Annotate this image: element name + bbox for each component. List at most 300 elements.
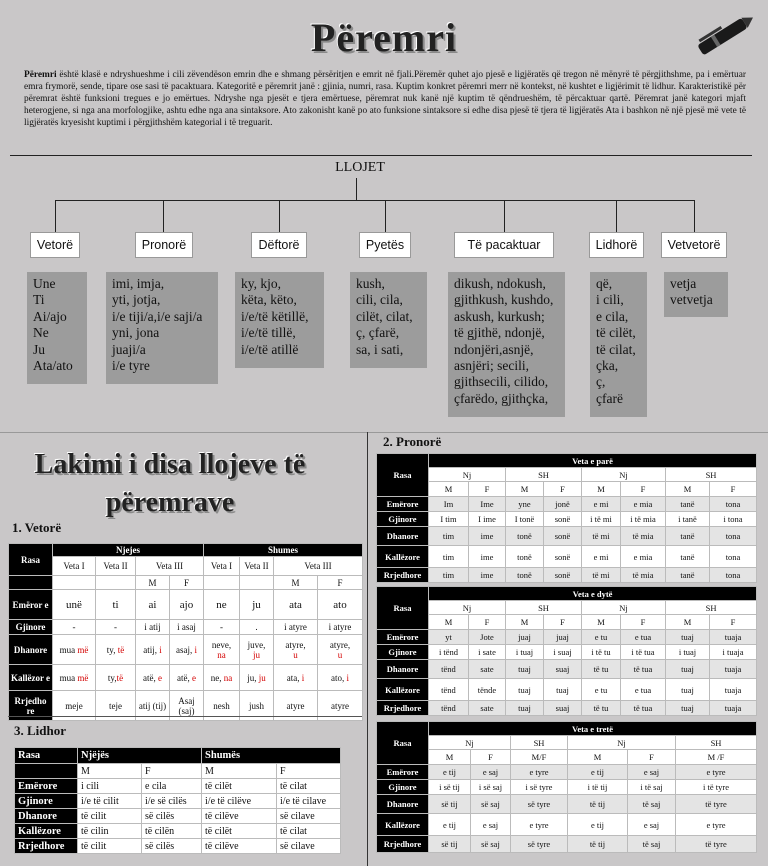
table-cell: tona [710,497,757,512]
gender-header: F [621,615,666,630]
category-vetvetore: Vetvetorë [661,232,727,258]
category-pyetes: Pyetës [359,232,411,258]
llojet-heading: LLOJET [335,160,385,175]
table-cell: atë, e [170,665,204,691]
veta-header: Veta II [96,557,136,576]
table-cell: i atyre [318,620,363,635]
njejes-header: Njejes [53,544,204,557]
case-label: Rrjedhore [377,836,429,853]
gender-header: F [469,615,506,630]
example-item: Ne [33,325,49,341]
table-cell: atij, i [136,635,170,665]
table-cell: Asaj (saj) [170,691,204,721]
case-label: Rrjedhore [377,568,429,583]
gender-header: M [506,482,544,497]
tree-line [356,178,357,200]
table-cell: I tonë [506,512,544,527]
veta-heading: Veta e dytë [429,587,757,601]
case-label: Gjinore [377,780,429,795]
table-cell: i tona [710,512,757,527]
example-item: sa, i sati, [356,341,404,357]
vetore-table [8,543,363,721]
table-cell: së cilës [142,839,202,854]
veta-header: Veta II [240,557,274,576]
group-header: SH [506,468,582,482]
table-cell: e tu [582,630,621,645]
example-item: i/e/të këtillë, [241,308,309,324]
table-cell: i tuaj [506,645,544,660]
table-cell: të mi [582,527,621,546]
njejes-header: Njëjës [78,748,202,764]
example-item: yni, jona [112,325,160,341]
table-cell: të tyre [676,795,757,814]
example-item: vetvetja [670,292,713,308]
table-cell: e mi [582,546,621,568]
table-cell: tanë [666,497,710,512]
example-item: që, [596,276,613,291]
table-cell: i së tij [429,780,471,795]
table-cell: të saj [628,836,676,853]
gender-header: M [136,576,170,590]
case-label: Emërore [15,779,78,794]
table-cell: sonë [544,527,582,546]
table-cell: i tuaja [710,645,757,660]
example-item: i/e tyre [112,358,150,374]
blank-cell [9,576,53,590]
example-item: ç, çfarë, [356,325,400,341]
gender-header: M [429,615,469,630]
table-cell: të mi [582,568,621,583]
category-deftore: Dëftorë [251,232,307,258]
table-cell: sonë [544,568,582,583]
gender-header: M [568,750,628,765]
table-cell: i/e të cilave [277,794,341,809]
table-cell: të cilëve [202,839,277,854]
table-cell: ti [96,590,136,620]
case-label: Emërore [377,630,429,645]
table-cell: e cila [142,779,202,794]
case-label: Dhanore [377,527,429,546]
table-cell: juaj [544,630,582,645]
table-cell: e mia [621,497,666,512]
group-header: Nj [429,468,506,482]
case-label: Dhanore [9,635,53,665]
table-cell: tuaj [666,630,710,645]
section-vetore: 1. Vetorë [12,520,62,535]
table-cell: i tanë [666,512,710,527]
column-divider [367,432,368,866]
table-cell: tuaj [506,701,544,716]
table-cell: I ime [469,512,506,527]
intro-body: është klasë e ndryshueshme i cili zëvendëson emrin dhe e shmang përsëritjen e emrit në fjali.Përemër quhet ajo pjesë e ligjëratës që tregon në mënyrë të përgjithshme, pa i emërtuar emra frymorë, sende, tipare ose sasi të pacaktuara. Kategoritë e përemrit janë : gjinia, numri, rasa. Kuptim konkret përemri merr në kontekst, në kushtet e ligjërimit të lidhur. Karakteristikë për përemrat është funksioni tregues e jo emërtues. Ndryshe nga pjesët e tjera emërtuese, përemrat nuk kanë një kuptim të qëndrueshëm, të përcaktuar qartë. Përemrat janë kategori mjaft heterogjene, si nga ana morfologjike, ashtu edhe nga ana sintaksore. Ato zakonisht kanë po ato funksione sintaksore si edhe disa pjesë të tjera të ligjëratës Ata i bashkon në një pjesë më vete të ligjëratës kryesisht kuptimi i përgjithshëm kategorial i të treguarit. [24,70,746,129]
table-cell: ime [469,568,506,583]
rasa-header: Rasa [15,748,78,764]
table-cell: - [96,620,136,635]
gender-header: M [78,764,142,779]
table-cell: së tyre [511,795,568,814]
rasa-header: Rasa [377,587,429,630]
case-label: Kallëzore [377,814,429,836]
gender-header: M [429,482,469,497]
table-cell: i/e të cilit [78,794,142,809]
case-label: Emërore [377,497,429,512]
table-cell: të tu [582,660,621,679]
group-header: Nj [429,736,511,750]
table-cell: sate [469,701,506,716]
examples-pronore [106,272,218,384]
table-cell: të tij [568,795,628,814]
tree-line [55,200,56,232]
tree-line [55,200,694,201]
gender-header: F [628,750,676,765]
gender-header: F [277,764,341,779]
case-label: Kallëzore [377,546,429,568]
gender-header: F [710,615,757,630]
example-item: imi, imja, [112,276,165,291]
case-label: Dhanore [377,795,429,814]
gender-header: F [142,764,202,779]
table-cell: ty,të [96,665,136,691]
veta-heading: Veta e parë [429,454,757,468]
example-item: i cili, [596,292,624,308]
table-cell: i/e së cilës [142,794,202,809]
pronore-table-veta1 [376,453,757,583]
example-item: Ti [33,292,45,308]
case-label: Kallëzore [15,824,78,839]
table-cell: të cilëve [202,809,277,824]
table-cell: të tua [621,660,666,679]
table-cell: tuaja [710,701,757,716]
example-item: yti, jotja, [112,292,161,308]
table-cell: i të mi [582,512,621,527]
veta-header: Veta III [136,557,204,576]
table-cell: tonë [506,527,544,546]
table-cell: i së saj [471,780,511,795]
example-item: çfarëdo, gjithçka, [454,390,549,406]
blank-cell [240,576,274,590]
table-cell: të cilët [202,824,277,839]
table-cell: e tyre [676,814,757,836]
table-cell: ime [469,546,506,568]
table-cell: nesh [204,691,240,721]
table-cell: - [204,620,240,635]
gender-header: M /F [676,750,757,765]
table-cell: atë, e [136,665,170,691]
pronore-table-veta2 [376,586,757,716]
group-header: Nj [568,736,676,750]
table-cell: tanë [666,527,710,546]
table-cell: e mia [621,546,666,568]
example-item: i/e/të atillë [241,341,299,357]
table-cell: asaj, i [170,635,204,665]
gender-header: M [274,576,318,590]
veta-header: Veta III [274,557,363,576]
table-cell: të tyre [676,836,757,853]
example-item: vetja [670,276,697,291]
table-cell: e mi [582,497,621,512]
veta-header: Veta I [204,557,240,576]
table-cell: i të mia [621,512,666,527]
group-header: Nj [582,468,666,482]
gender-header: M [506,615,544,630]
table-cell: tona [710,568,757,583]
table-cell: tim [429,527,469,546]
case-label: Rrjedhore [377,701,429,716]
table-cell: I tim [429,512,469,527]
intro-paragraph [24,69,746,129]
table-cell: teje [96,691,136,721]
rasa-header: Rasa [377,454,429,497]
table-cell: të cilit [78,809,142,824]
examples-lidhore [590,272,647,417]
shumes-header: Shumës [202,748,341,764]
section-divider [0,432,768,433]
example-item: ndonjëri,asnjë, [454,341,534,357]
example-item: dikush, ndokush, [454,276,546,291]
table-cell: tanë [666,568,710,583]
gender-header: F [471,750,511,765]
table-cell: të cilat [277,779,341,794]
example-item: i/e/të tillë, [241,325,296,341]
table-cell: i atyre [274,620,318,635]
intro-lead: Përemri [24,70,57,80]
table-cell: i të tyre [676,780,757,795]
example-item: Une [33,276,56,291]
table-cell: suaj [544,701,582,716]
table-cell: tuaja [710,660,757,679]
category-lidhore: Lidhorë [589,232,644,258]
table-cell: juve, ju [240,635,274,665]
example-item: ky, kjo, [241,276,281,291]
example-item: të cilat, [596,341,636,357]
table-cell: juaj [506,630,544,645]
table-cell: tuaj [506,660,544,679]
category-vetore: Vetorë [30,232,80,258]
example-item: ç, [596,374,606,390]
table-cell: ata [274,590,318,620]
table-cell: së cilës [142,809,202,824]
table-cell: tonë [506,568,544,583]
table-cell: ato [318,590,363,620]
example-item: Ai/ajo [33,308,67,324]
table-cell: i tënd [429,645,469,660]
category-pacaktuar: Të pacaktuar [454,232,554,258]
category-pronore: Pronorë [135,232,193,258]
section-lidhor: 3. Lidhor [14,723,67,738]
gender-header: F [710,482,757,497]
table-cell: tuaja [710,679,757,701]
example-item: gjithkush, kushdo, [454,292,554,308]
table-cell: të mia [621,568,666,583]
case-label: Dhanore [377,660,429,679]
lidhor-table [14,747,341,854]
example-item: të gjithë, ndonjë, [454,325,545,341]
table-cell: atyre [318,691,363,721]
gender-header: F [544,615,582,630]
table-cell: e tyre [511,814,568,836]
table-cell: e saj [471,814,511,836]
table-cell: i të tu [582,645,621,660]
group-header: Nj [429,601,506,615]
tree-line [616,200,617,232]
table-cell: ne [204,590,240,620]
case-label: Gjinore [377,645,429,660]
gender-header: F [170,576,204,590]
table-cell: së saj [471,795,511,814]
table-cell: së saj [471,836,511,853]
table-cell: tuaj [666,679,710,701]
table-cell: e tyre [511,765,568,780]
table-cell: atyre, u [318,635,363,665]
table-cell: së cilave [277,809,341,824]
table-cell: tënd [429,679,469,701]
table-cell: i/e të cilëve [202,794,277,809]
table-cell: të mia [621,527,666,546]
table-cell: sate [469,660,506,679]
examples-pyetes [350,272,427,368]
group-header: SH [676,736,757,750]
pen-icon [690,10,760,60]
example-item: kush, [356,276,385,291]
table-cell: së tyre [511,836,568,853]
table-cell: meje [53,691,96,721]
example-item: e cila, [596,308,629,324]
blank-cell [15,764,78,779]
gender-header: M [666,615,710,630]
table-cell: së cilave [277,839,341,854]
table-cell: tuaj [506,679,544,701]
table-cell: e tua [621,630,666,645]
table-cell: e tij [568,765,628,780]
table-cell: suaj [544,660,582,679]
example-item: i/e tiji/a,i/e saji/a [112,308,203,324]
page-title: Përemri [310,15,458,60]
table-cell: të tij [568,836,628,853]
table-cell: e tij [568,814,628,836]
table-cell: e tij [429,765,471,780]
table-cell: Jote [469,630,506,645]
table-cell: neve, na [204,635,240,665]
table-cell: ata, i [274,665,318,691]
table-cell: ai [136,590,170,620]
example-item: Ju [33,341,46,357]
tree-line [385,200,386,232]
gender-header: F [318,576,363,590]
table-cell: atyre, u [274,635,318,665]
table-cell: tënde [469,679,506,701]
gender-header: F [544,482,582,497]
example-item: çfarë [596,390,623,406]
table-cell: tuaj [666,701,710,716]
table-cell: ajo [170,590,204,620]
divider [8,716,362,717]
table-cell: ne, na [204,665,240,691]
group-header: SH [666,601,757,615]
case-label: Kallëzor e [9,665,53,691]
divider [10,155,752,156]
example-item: cilët, cilat, [356,308,413,324]
examples-vetvetore [664,272,728,317]
table-cell: i asaj [170,620,204,635]
examples-vetore [27,272,87,384]
case-label: Emërore [377,765,429,780]
gender-header: M [429,750,471,765]
table-cell: e tyre [676,765,757,780]
case-label: Gjinore [377,512,429,527]
lakimi-title: Lakimi i disa llojeve të përemrave [34,449,306,518]
table-cell: e saj [471,765,511,780]
gender-header: F [621,482,666,497]
table-cell: të tu [582,701,621,716]
blank-cell [53,576,96,590]
gender-header: M [582,482,621,497]
table-cell: i të tij [568,780,628,795]
table-cell: tënd [429,660,469,679]
table-cell: të saj [628,795,676,814]
table-cell: ju, ju [240,665,274,691]
example-item: Ata/ato [33,358,73,374]
example-item: këta, këto, [241,292,297,308]
table-cell: së tij [429,795,471,814]
table-cell: të cilin [78,824,142,839]
tree-line [163,200,164,232]
table-cell: sonë [544,546,582,568]
table-cell: tuaj [544,679,582,701]
examples-deftore [235,272,324,368]
case-label: Rrjedho re [9,691,53,721]
table-cell: - [53,620,96,635]
table-cell: ato, i [318,665,363,691]
table-cell: Ime [469,497,506,512]
group-header: SH [506,601,582,615]
table-cell: të cilët [202,779,277,794]
table-cell: e tij [429,814,471,836]
gender-header: M [582,615,621,630]
blank-cell [204,576,240,590]
table-cell: e tu [582,679,621,701]
pronore-table-veta3 [376,721,757,853]
table-cell: tanë [666,546,710,568]
table-cell: të cilën [142,824,202,839]
example-item: asnjëri; secili, [454,358,529,374]
table-cell: unë [53,590,96,620]
veta-header: Veta I [53,557,96,576]
table-cell: të cilit [78,839,142,854]
table-cell: mua më [53,635,96,665]
table-cell: tënd [429,701,469,716]
table-cell: së tij [429,836,471,853]
tree-line [279,200,280,232]
example-item: gjithsecili, cilido, [454,374,549,390]
examples-pacaktuar [448,272,565,417]
table-cell: sonë [544,512,582,527]
blank-cell [96,576,136,590]
table-cell: atyre [274,691,318,721]
gender-header: M [666,482,710,497]
table-cell: jonë [544,497,582,512]
table-cell: mua më [53,665,96,691]
table-cell: tona [710,527,757,546]
table-cell: tona [710,546,757,568]
case-label: Dhanore [15,809,78,824]
table-cell: i suaj [544,645,582,660]
table-cell: atij (tij) [136,691,170,721]
section-pronore: 2. Pronorë [383,434,442,449]
tree-line [504,200,505,232]
gender-header: M/F [511,750,568,765]
table-cell: tim [429,568,469,583]
table-cell: i sate [469,645,506,660]
